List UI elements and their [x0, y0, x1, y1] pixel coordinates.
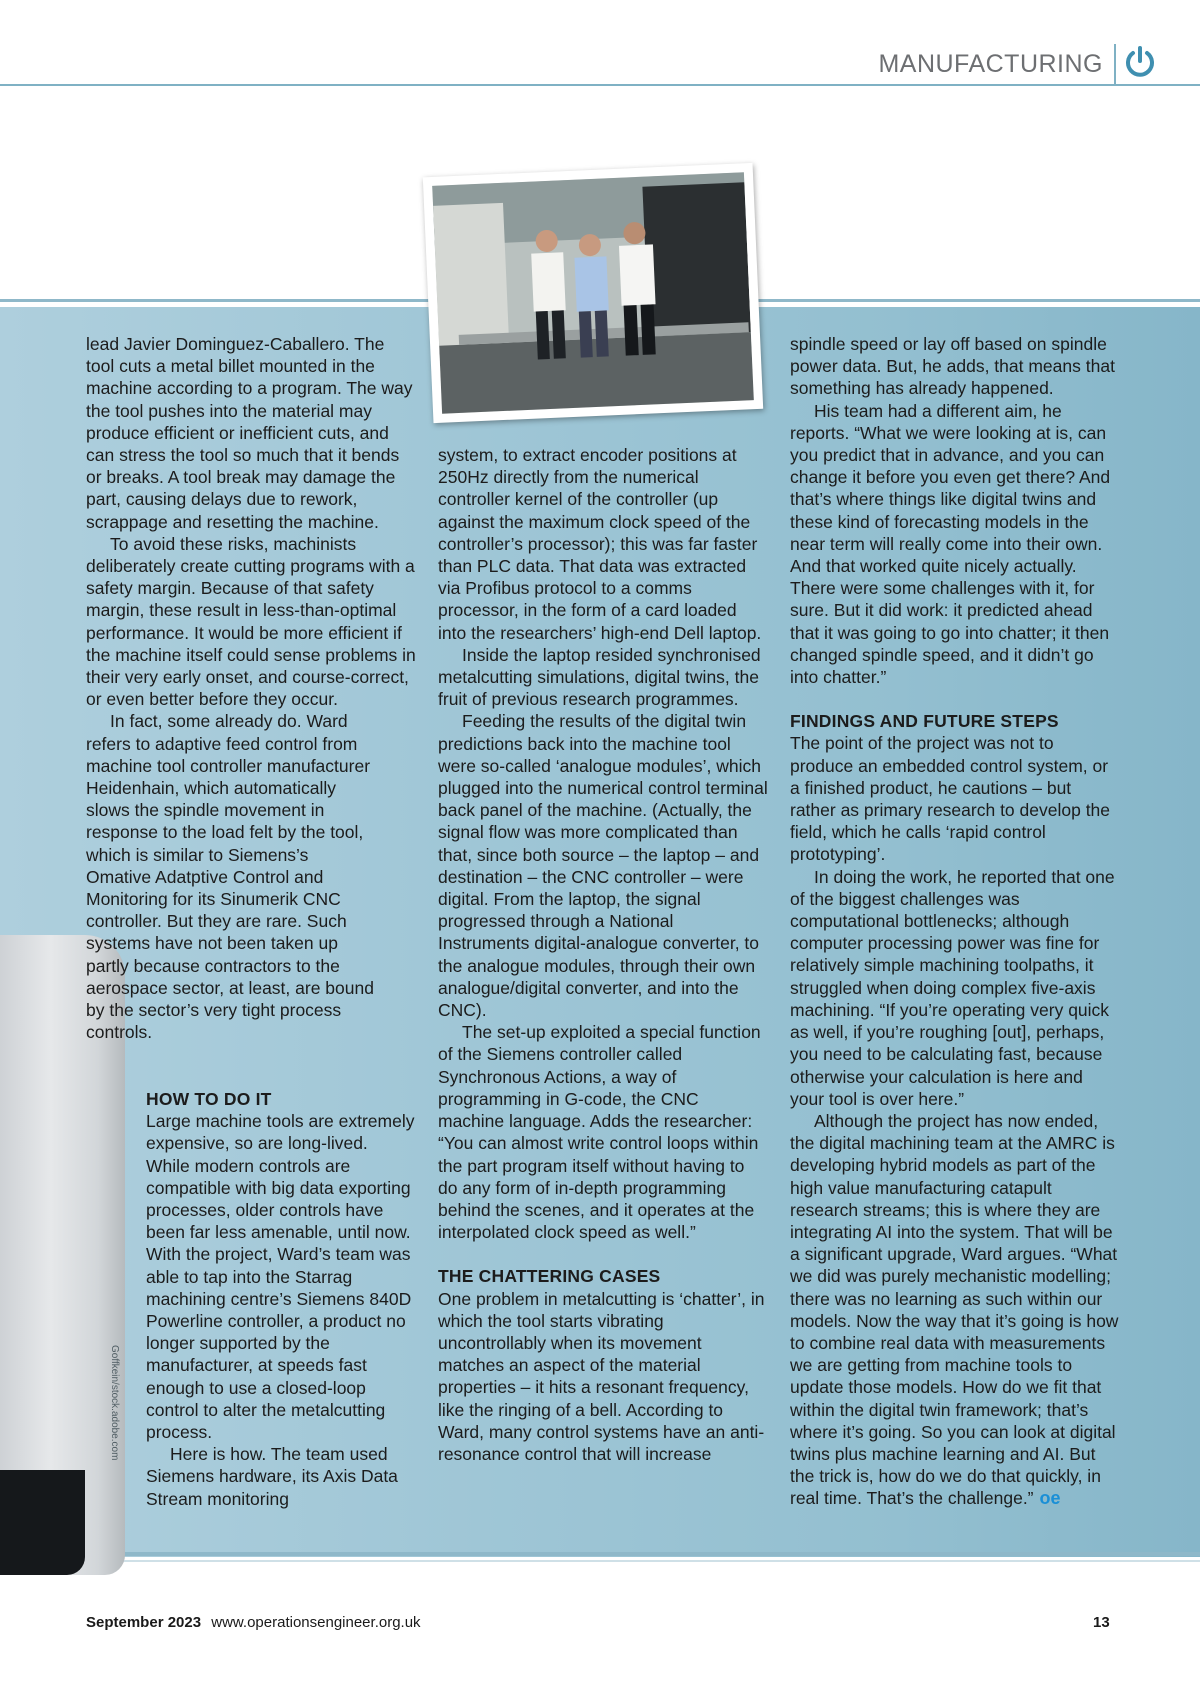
section-label: MANUFACTURING	[878, 50, 1103, 78]
section-heading: HOW TO DO IT	[146, 1089, 272, 1109]
paragraph: The set-up exploited a special function of the Siemens controller called Synchronous Actions, a way of programming in G-code, the CNC machine language. Adds the researcher: “You can almost write control loops within the part program itself without having to do any form of in-depth programming behind the scenes, and it operates at the interpolated clock speed as well.”	[438, 1022, 761, 1243]
end-mark-icon: oe	[1039, 1488, 1061, 1509]
section-heading: FINDINGS AND FUTURE STEPS	[790, 711, 1059, 732]
paragraph	[790, 1110, 1120, 1510]
paragraph: Here is how. The team used Siemens hardware, its Axis Data Stream monitoring	[146, 1444, 398, 1509]
article-column-1	[86, 333, 416, 1044]
team-photo	[423, 163, 763, 423]
section-heading: THE CHATTERING CASES	[438, 1266, 661, 1287]
paragraph: spindle speed or lay off based on spindle power data. But, he adds, that means that something has already happened.	[790, 334, 1115, 399]
panel-bottom-line-light	[0, 1560, 1200, 1562]
section-divider	[1114, 44, 1116, 84]
team-photo-image	[432, 172, 754, 413]
power-icon	[1122, 44, 1158, 80]
paragraph-text: Although the project has now ended, the digital machining team at the AMRC is developing hybrid models as part of the high value manufacturing catapult research streams; this is where they are integrating AI into the system. That will be a significant upgrade, Ward argues. “What we did was purely mechanistic modelling; there was no learning as such within our models. Now the way that it’s going is how to combine real data with measurements we are getting from machine tools to update those models. How do we fit that within the digital twin framework; that’s where it’s going. So you can look at digital twins plus machine learning and AI. But the trick is, how do we do that quickly, in real time. That’s the challenge.”	[790, 1110, 1119, 1509]
paragraph: Feeding the results of the digital twin predictions back into the machine tool were so-called ‘analogue modules’, which plugged into the numerical control terminal back panel of the machine. (Actually, the signal flow was more complicated than that, since both source – the laptop – and destination – the CNC controller – were digital. From the laptop, the signal progressed through a National Instruments digital-analogue converter, to the analogue modules, through their own analogue/digital converter, and into the CNC).	[438, 711, 768, 1021]
issue-date: September 2023	[86, 1614, 202, 1631]
paragraph: To avoid these risks, machinists deliberately create cutting programs with a safety margin. Because of that safety margin, these result in less-than-optimal performance. It would be more efficient if the machine itself could sense problems in their very early onset, and course-correct, or even better before they occur.	[86, 533, 416, 710]
paragraph: lead Javier Dominguez-Caballero. The tool cuts a metal billet mounted in the machine according to a program. The way the tool pushes into the material may produce efficient or inefficient cuts, and can stress the tool so much that it bends or breaks. A tool break may damage the part, causing delays due to rework, scrappage and resetting the machine.	[86, 334, 413, 532]
paragraph: Large machine tools are extremely expensive, so are long-lived. While modern controls are compatible with big data exporting processes, older controls have been far less amenable, until now. With the project, Ward’s team was able to tap into the Starrag machining centre’s Siemens 840D Powerline controller, a product no longer supported by the manufacturer, at speeds fast enough to use a closed-loop control to alter the metalcutting process.	[146, 1111, 415, 1443]
paragraph: system, to extract encoder positions at 250Hz directly from the numerical controller kernel of the controller (up against the maximum clock speed of the controller’s processor); this was far faster than PLC data. That data was extracted via Profibus protocol to a comms processor, in the form of a card loaded into the researchers’ high-end Dell laptop.	[438, 445, 762, 643]
paragraph: The point of the project was not to produce an embedded control system, or a finished product, he cautions – but rather as primary research to develop the field, which he calls ‘rapid control prototyping’.	[790, 733, 1111, 865]
team-photo-scene	[432, 172, 754, 413]
image-credit: Goffkein/stock.adobe.com	[109, 1345, 120, 1461]
website-url: www.operationsengineer.org.uk	[211, 1614, 421, 1631]
article-column-1-lower	[146, 1088, 416, 1510]
paragraph: In doing the work, he reported that one of the biggest challenges was computational bottlenecks; although computer processing power was fine for relatively simple machining toolpaths, it struggled when doing complex five-axis machining. “If you’re operating very quick as well, if you’re roughing [out], perhaps, you need to be calculating fast, because otherwise your calculation is here and your tool is over here.”	[790, 866, 1115, 1109]
paragraph: One problem in metalcutting is ‘chatter’, in which the tool starts vibrating uncontrollably when its movement matches an aspect of the material properties – it hits a resonant frequency, like the ringing of a bell. According to Ward, many control systems have an anti-resonance control that will increase	[438, 1288, 765, 1464]
article-column-2	[438, 444, 768, 1465]
header-rule	[0, 84, 1200, 86]
panel-bottom-line	[0, 1552, 1200, 1556]
paragraph: His team had a different aim, he reports. “What we were looking at is, can you predict that in advance, and you can change it before you even get there? And that’s where things like digital twins and these kind of forecasting models in the near term will really come into their own. And that worked quite nicely actually. There were some challenges with it, for sure. But it did work: it predicted ahead that it was going to go into chatter; it then changed spindle speed, and it didn’t go into chatter.”	[790, 400, 1111, 688]
machine-image-base	[0, 1470, 85, 1575]
page-number: 13	[1093, 1614, 1110, 1631]
article-column-3	[790, 333, 1120, 1510]
footer	[86, 1614, 421, 1631]
paragraph: In fact, some already do. Ward refers to adaptive feed control from machine tool controller manufacturer Heidenhain, which automatically slows the spindle movement in response to the load felt by the tool, which is similar to Siemens’s Omative Adatptive Control and Monitoring for its Sinumerik CNC controller. But they are rare. Such systems have not been taken up partly because contractors to the aerospace sector, at least, are bound by the sector’s very tight process controls.	[86, 711, 374, 1043]
paragraph: Inside the laptop resided synchronised metalcutting simulations, digital twins, the fruit of previous research programmes.	[438, 644, 761, 710]
